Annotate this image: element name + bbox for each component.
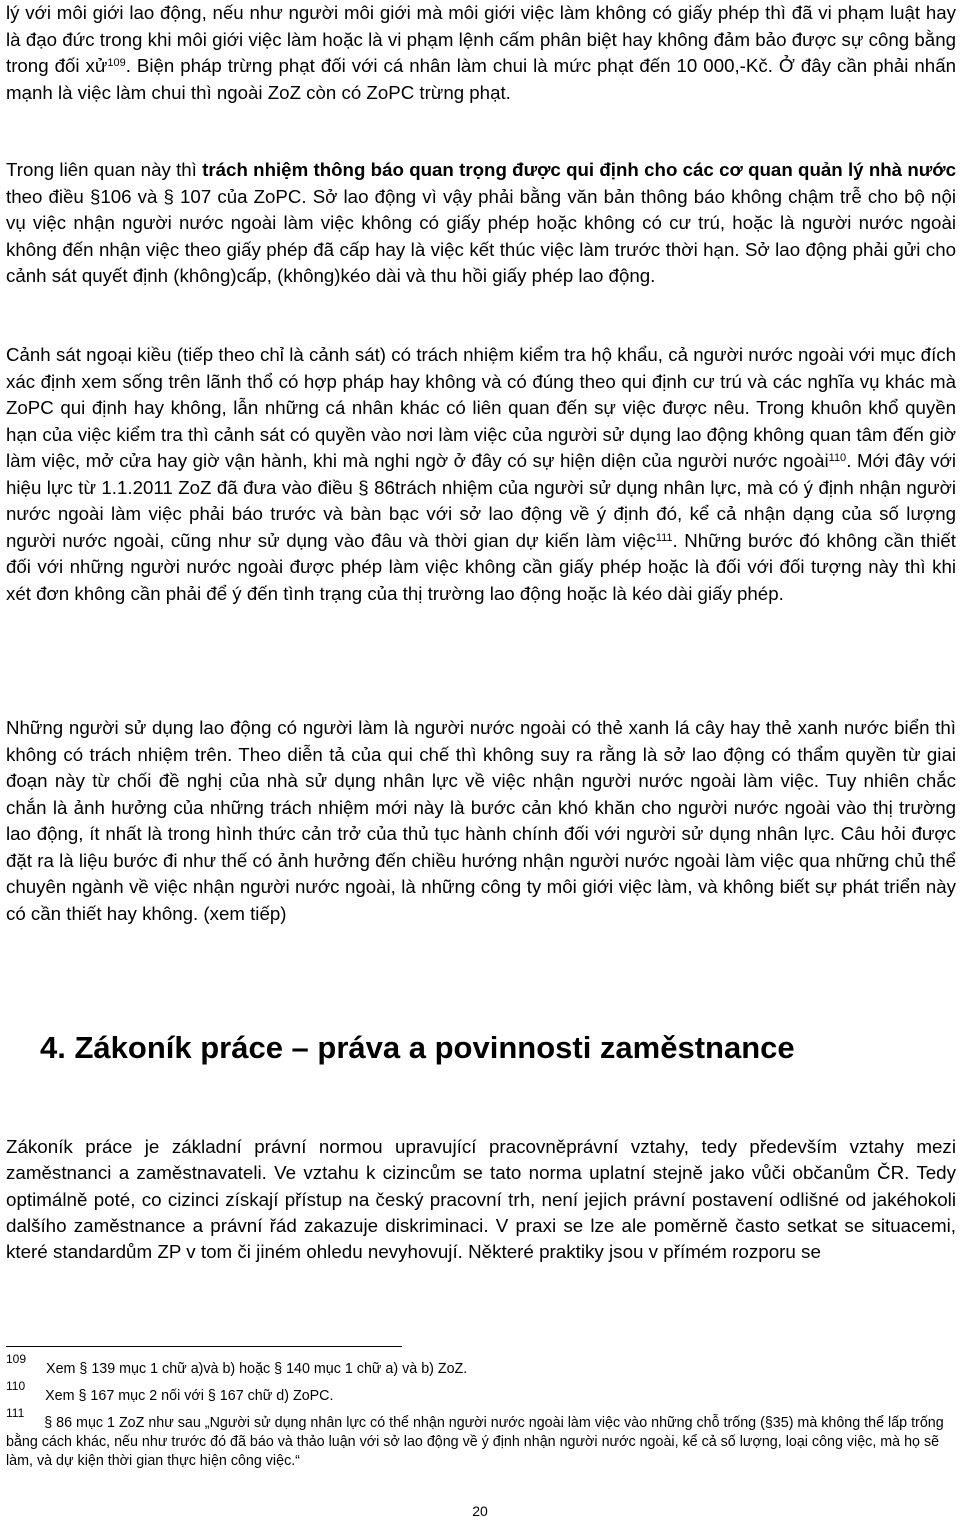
footnote [6,1379,956,1406]
footnote-number: 110 [6,1379,26,1393]
paragraph-text: Trong liên quan này thì [6,159,203,180]
footnote-ref: 109 [107,57,126,69]
paragraph: Zákoník práce je základní právní normou upravující pracovněprávní vztahy, tedy především vztahy mezi zaměstnanci a zaměstnavateli. Ve vztahu k cizincům se tato norma uplatní stejně jako vůči občanům ČR. Tedy optimálně poté, co cizinci získají přístup na český pracovní trh, není jejich právní postavení odlišné od jakéhokoli dalšího zaměstnance a právní řád zakazuje diskriminaci. V praxi se lze ale poměrně často setkat se situacemi, které standardům ZP v tom či jiném ohledu nevyhovují. Některé praktiky jsou v přímém rozporu se [6,1136,956,1263]
paragraph-text: lý với môi giới lao động, nếu như người môi giới mà môi giới việc làm không có giấy phép thì đã vi phạm luật hay là đạo đức trong khi môi giới việc làm hoặc là vi phạm lệnh cấm phân biệt hay không đảm bảo được sự công bằng trong đối xử [6,2,956,76]
paragraph [6,157,956,290]
paragraph-text: . Mới đây với hiệu lực từ 1.1.2011 ZoZ đã đưa vào điều § 86trách nhiệm của người sử dụng nhân lực, mà có ý định nhận người nước ngoài làm việc phải báo trước và bàn bạc với sở lao động về ý định đó, kể cả nhận dạng của số lượng người nước ngoài, cũng như sử dụng vào đâu và thời gian dự kiến làm việc [6,450,956,551]
page-number: 20 [472,1503,488,1519]
paragraph: Những người sử dụng lao động có người làm là người nước ngoài có thẻ xanh lá cây hay thẻ xanh nước biển thì không có trách nhiệm trên. Theo diễn tả của qui chế thì không suy ra rằng là sở lao động có thẩm quyền từ giai đoạn này từ chối đề nghị của nhà sử dụng nhân lực về việc nhận người nước ngoài làm việc. Tuy nhiên chắc chắn là ảnh hưởng của những trách nhiệm mới này là bước cản khó khăn cho người nước ngoài vào thị trường lao động, ít nhất là trong hình thức cản trở của thủ tục hành chính đối với người sử dụng nhân lực. Câu hỏi được đặt ra là liệu bước đi như thế có ảnh hưởng đến chiều hướng nhận người nước ngoài làm việc qua những chủ thể chuyên ngành về việc nhận người nước ngoài, là những công ty môi giới việc làm, và không biết sự phát triển này có cần thiết hay không. (xem tiếp) [6,717,956,924]
footnote [6,1406,956,1471]
footnote-text: § 86 mục 1 ZoZ như sau „Người sử dụng nhân lực có thể nhận người nước ngoài làm việc vào những chỗ trống (§35) mà không thể lấp trống bằng cách khác, nếu như trước đó đã báo và thảo luận với sở lao động về ý định nhận người nước ngoài, kể cả số lượng, loại công việc, mà họ sẽ làm, và dự kiện thời gian thực hiện công việc.“ [6,1415,944,1469]
section-heading: 4. Zákoník práce – práva a povinnosti zaměstnance [40,1030,795,1065]
footnote-ref: 110 [828,452,847,464]
footnote-separator [6,1346,402,1347]
bold-text: trách nhiệm thông báo quan trọng được qui định cho các cơ quan quản lý nhà nước [202,159,956,180]
footnote-ref: 111 [655,531,673,544]
paragraph-text: theo điều §106 và § 107 của ZoPC. Sở lao động vì vậy phải bằng văn bản thông báo không chậm trễ cho bộ nội vụ việc nhận người nước ngoài làm việc không có giấy phép hoặc không có cư trú, hoặc là người nước ngoài không đến nhận việc theo giấy phép đã cấp hay là việc kết thúc việc làm trước thời hạn. Sở lao động phải gửi cho cảnh sát quyết định (không)cấp, (không)kéo dài và thu hồi giấy phép lao động. [6,185,956,286]
paragraph-text: . Những bước đó không cần thiết đối với những người nước ngoài được phép làm việc không cần giấy phép hoặc là đối với đối tượng này thì khi xét đơn không cần phải để ý đến tình trạng của thị trường lao động hoặc là kéo dài giấy phép. [6,529,956,604]
paragraph-text: . Biện pháp trừng phạt đối với cá nhân làm chui là mức phạt đến 10 000,-Kč. Ở đây cần phải nhấn mạnh là việc làm chui thì ngoài ZoZ còn có ZoPC trừng phạt. [6,55,956,103]
footnote-number: 109 [6,1352,27,1366]
footnote [6,1352,956,1379]
footnote-text: Xem § 167 mục 2 nối với § 167 chữ d) ZoPC. [45,1388,334,1404]
footnote-text: Xem § 139 mục 1 chữ a)và b) hoặc § 140 mục 1 chữ a) và b) ZoZ. [46,1361,468,1377]
footnote-number: 111 [6,1406,25,1420]
paragraph-text: Cảnh sát ngoại kiều (tiếp theo chỉ là cảnh sát) có trách nhiệm kiểm tra hộ khẩu, cả người nước ngoài với mục đích xác định xem sống trên lãnh thổ có hợp pháp hay không và có đúng theo qui định cư trú và các nghĩa vụ khác mà ZoPC qui định hay không, lẫn những cá nhân khác có liên quan đến sự việc được nêu. Trong khuôn khổ quyền hạn của việc kiểm tra thì cảnh sát có quyền vào nơi làm việc của người sử dụng lao động không quan tâm đến giờ làm việc, mở cửa hay giờ vận hành, khi mà nghi ngờ ở đây có sự hiện diện của người nước ngoài [6,344,956,471]
paragraph [6,342,956,607]
paragraph [6,0,956,106]
